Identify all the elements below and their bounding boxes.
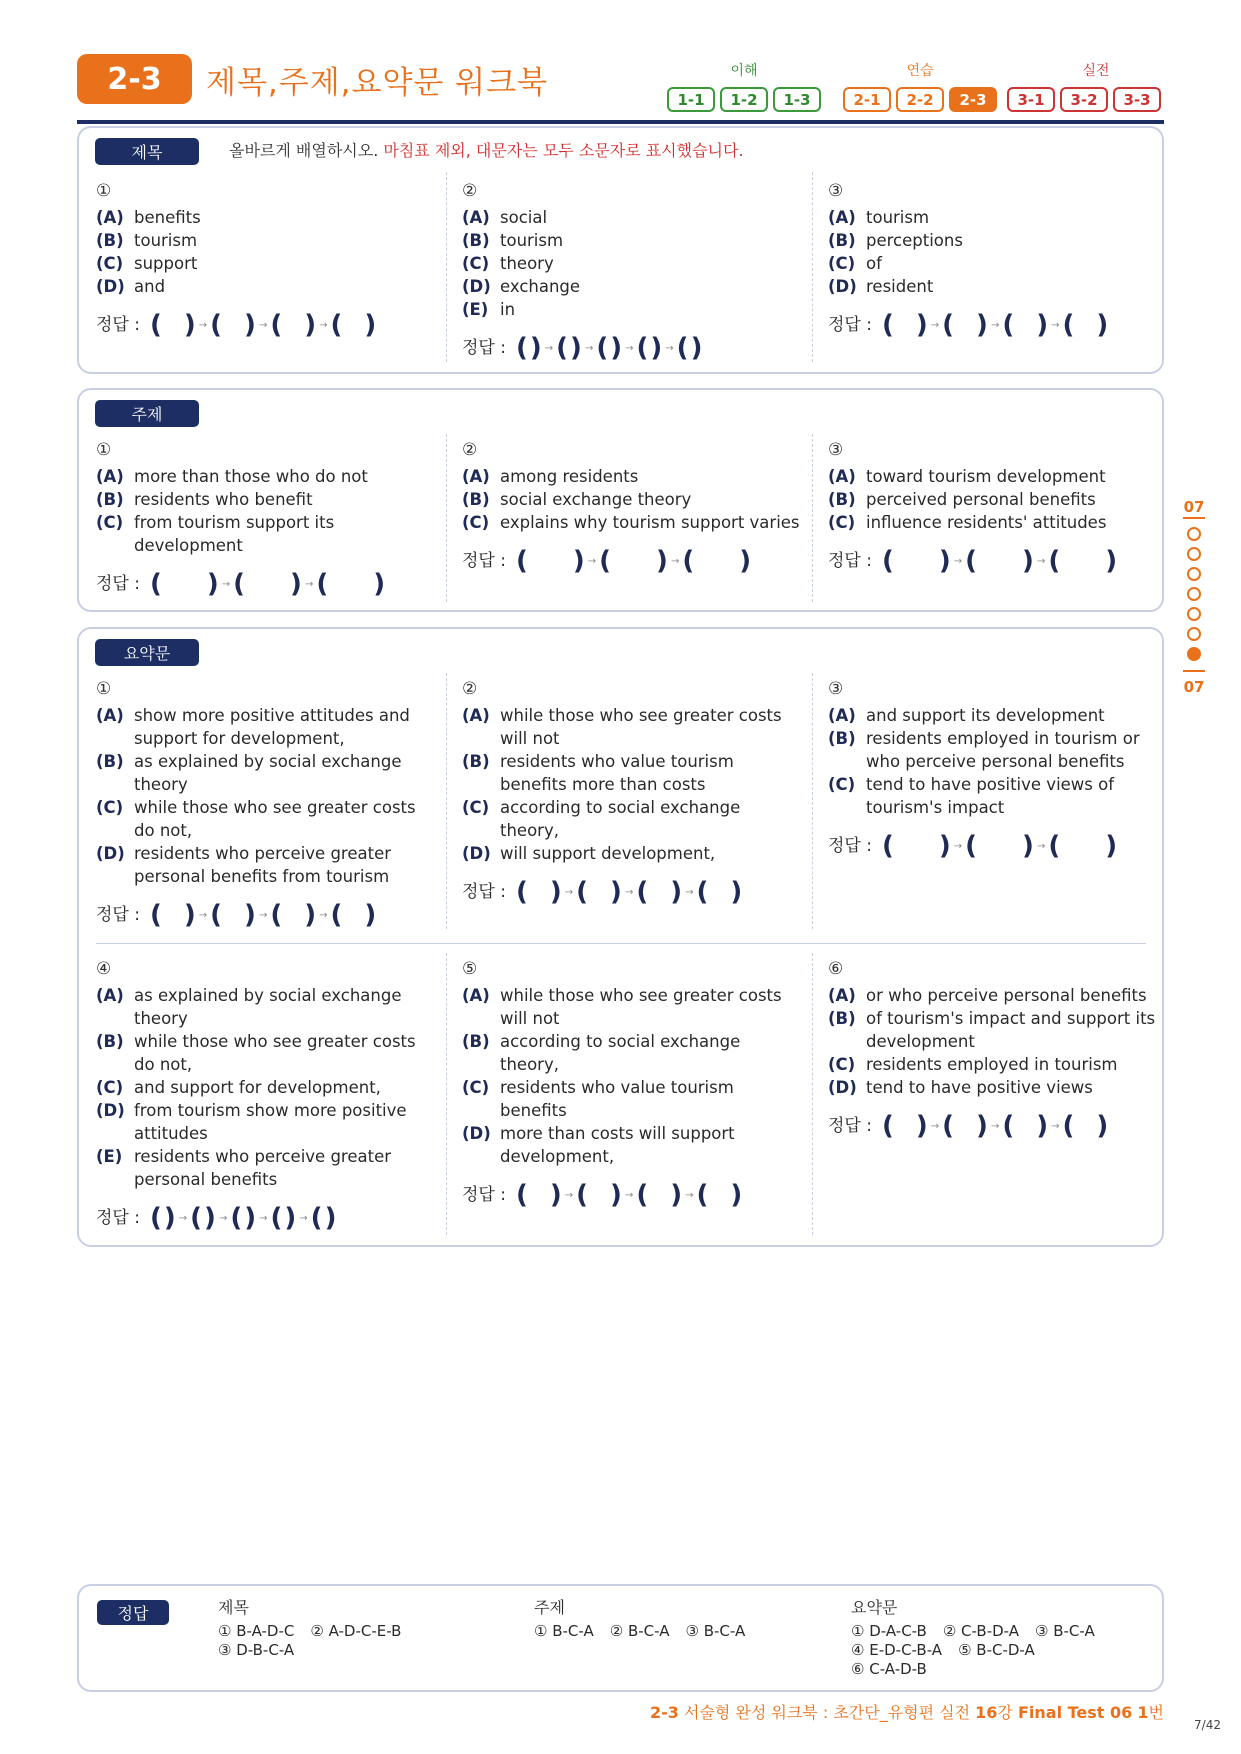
- answer-key-theme: 주제 ① B-C-A ② B-C-A ③ B-C-A: [534, 1598, 746, 1640]
- theme-section-badge: 주제: [95, 400, 199, 427]
- answer-slots[interactable]: 정답 : ( ) → ( ) → ( ) → ( ): [462, 1180, 743, 1210]
- answer-slots[interactable]: 정답 : ( ) → ( ) → ( ) → ( ): [96, 900, 377, 930]
- answer-key-summary: 요약문 ① D-A-C-B ② C-B-D-A ③ B-C-A ④ E-D-C-B-A ⑤ B-C-D-A ⑥ C-A-D-B: [851, 1598, 1095, 1678]
- answer-slots[interactable]: 정답 : ( ) → ( ) → ( ): [96, 569, 386, 599]
- side-nav-dot[interactable]: [1187, 567, 1201, 581]
- row-divider: [96, 943, 1146, 944]
- summary-question-2: ② (A) while those who see greater costs will not (B) residents who value tourism benefits more than costs (C) according to social exchange theory, (D) will support development, 정답 : ( ) → ( ) → ( ) → ( ): [462, 678, 802, 907]
- stage-group-practice: [840, 84, 1000, 115]
- summary-section: [77, 627, 1164, 1247]
- instruction-text: 올바르게 배열하시오. 마침표 제외, 대문자는 모두 소문자로 표시했습니다.: [229, 141, 744, 160]
- theme-section: [77, 388, 1164, 612]
- stage-group-understand: [664, 84, 824, 115]
- answer-slots[interactable]: 정답 : ( ) → ( ) → ( ): [462, 546, 752, 576]
- stage-button-2-3[interactable]: 2-3: [949, 87, 997, 112]
- column-divider: [446, 953, 447, 1235]
- stage-button-2-1[interactable]: 2-1: [843, 87, 891, 112]
- title-section-badge: 제목: [95, 138, 199, 165]
- summary-section-badge: 요약문: [95, 639, 199, 666]
- side-nav-dot[interactable]: [1187, 607, 1201, 621]
- answer-key-box: [77, 1584, 1164, 1692]
- side-nav-top-line: [1183, 517, 1205, 519]
- stage-button-1-2[interactable]: 1-2: [720, 87, 768, 112]
- answer-slots[interactable]: 정답 : ( ) → ( ) → ( ): [828, 831, 1118, 861]
- side-nav-dot[interactable]: [1187, 527, 1201, 541]
- answer-key-badge: 정답: [97, 1600, 169, 1625]
- page-title: 제목,주제,요약문 워크북: [206, 65, 549, 101]
- theme-question-1: ① (A) more than those who do not (B) residents who benefit (C) from tourism support its development 정답 : ( ) → ( ) → ( ): [96, 439, 436, 599]
- answer-slots[interactable]: 정답 : ( ) → ( ) → ( ): [828, 546, 1118, 576]
- section-code-badge: 2-3: [77, 54, 192, 104]
- title-question-2: ② (A) social (B) tourism (C) theory (D) exchange (E) in 정답 : () → () → () → () → (): [462, 180, 802, 363]
- column-divider: [812, 172, 813, 362]
- stage-button-3-2[interactable]: 3-2: [1060, 87, 1108, 112]
- column-divider: [812, 673, 813, 929]
- side-nav-bottom-number: 07: [1183, 678, 1205, 696]
- summary-question-4: ④ (A) as explained by social exchange theory (B) while those who see greater costs do not, (C) and support for development, (D) from tourism show more positive attitudes (E) residents who perceive greater personal benefits 정답 : () → () → () → () → (): [96, 958, 436, 1233]
- column-divider: [446, 673, 447, 929]
- side-nav-bottom-line: [1183, 670, 1205, 672]
- title-question-3: ③ (A) tourism (B) perceptions (C) of (D) resident 정답 : ( ) → ( ) → ( ) → ( ): [828, 180, 1168, 340]
- summary-question-3: ③ (A) and support its development (B) residents employed in tourism or who perceive personal benefits (C) tend to have positive views of tourism's impact 정답 : ( ) → ( ) → ( ): [828, 678, 1168, 861]
- answer-slots[interactable]: 정답 : ( ) → ( ) → ( ) → ( ): [462, 877, 743, 907]
- footer-caption: 2-3 서술형 완성 워크북 : 초간단_유형편 실전 16강 Final Test 06 1번: [649, 1703, 1164, 1722]
- header-divider: [77, 120, 1164, 124]
- column-divider: [812, 953, 813, 1235]
- stage-group-real: [1004, 84, 1164, 115]
- theme-question-3: ③ (A) toward tourism development (B) perceived personal benefits (C) influence residents' attitudes 정답 : ( ) → ( ) → ( ): [828, 439, 1168, 576]
- side-nav-dot[interactable]: [1187, 547, 1201, 561]
- stage-button-3-3[interactable]: 3-3: [1113, 87, 1161, 112]
- column-divider: [446, 434, 447, 602]
- title-section: [77, 126, 1164, 374]
- answer-slots[interactable]: 정답 : () → () → () → () → (): [96, 1203, 337, 1233]
- answer-slots[interactable]: 정답 : ( ) → ( ) → ( ) → ( ): [828, 310, 1109, 340]
- stage-button-2-2[interactable]: 2-2: [896, 87, 944, 112]
- side-nav-dot[interactable]: [1187, 627, 1201, 641]
- side-nav-dot-current[interactable]: [1187, 647, 1201, 661]
- stage-label-understand: 이해: [730, 63, 758, 79]
- summary-question-6: ⑥ (A) or who perceive personal benefits (B) of tourism's impact and support its development (C) residents employed in tourism (D) tend to have positive views 정답 : ( ) → ( ) → ( ) → ( ): [828, 958, 1168, 1141]
- stage-button-3-1[interactable]: 3-1: [1007, 87, 1055, 112]
- answer-slots[interactable]: 정답 : ( ) → ( ) → ( ) → ( ): [96, 310, 377, 340]
- theme-question-2: ② (A) among residents (B) social exchange theory (C) explains why tourism support varies 정답 : ( ) → ( ) → ( ): [462, 439, 802, 576]
- summary-question-5: ⑤ (A) while those who see greater costs will not (B) according to social exchange theory, (C) residents who value tourism benefits (D) more than costs will support development, 정답 : ( ) → ( ) → ( ) → ( ): [462, 958, 802, 1210]
- stage-label-real: 실전: [1082, 63, 1110, 79]
- summary-question-1: ① (A) show more positive attitudes and support for development, (B) as explained by social exchange theory (C) while those who see greater costs do not, (D) residents who perceive greater personal benefits from tourism 정답 : ( ) → ( ) → ( ) → ( ): [96, 678, 436, 930]
- stage-label-practice: 연습: [906, 63, 934, 79]
- answer-slots[interactable]: 정답 : ( ) → ( ) → ( ) → ( ): [828, 1111, 1109, 1141]
- answer-slots[interactable]: 정답 : () → () → () → () → (): [462, 333, 703, 363]
- answer-key-title: 제목 ① B-A-D-C ② A-D-C-E-B ③ D-B-C-A: [218, 1598, 402, 1659]
- column-divider: [812, 434, 813, 602]
- title-question-1: ① (A) benefits (B) tourism (C) support (D) and 정답 : ( ) → ( ) → ( ) → ( ): [96, 180, 436, 340]
- stage-button-1-1[interactable]: 1-1: [667, 87, 715, 112]
- page-number: 7/42: [1194, 1718, 1221, 1732]
- column-divider: [446, 172, 447, 362]
- side-nav-dot[interactable]: [1187, 587, 1201, 601]
- side-nav-top-number: 07: [1183, 498, 1205, 516]
- stage-button-1-3[interactable]: 1-3: [773, 87, 821, 112]
